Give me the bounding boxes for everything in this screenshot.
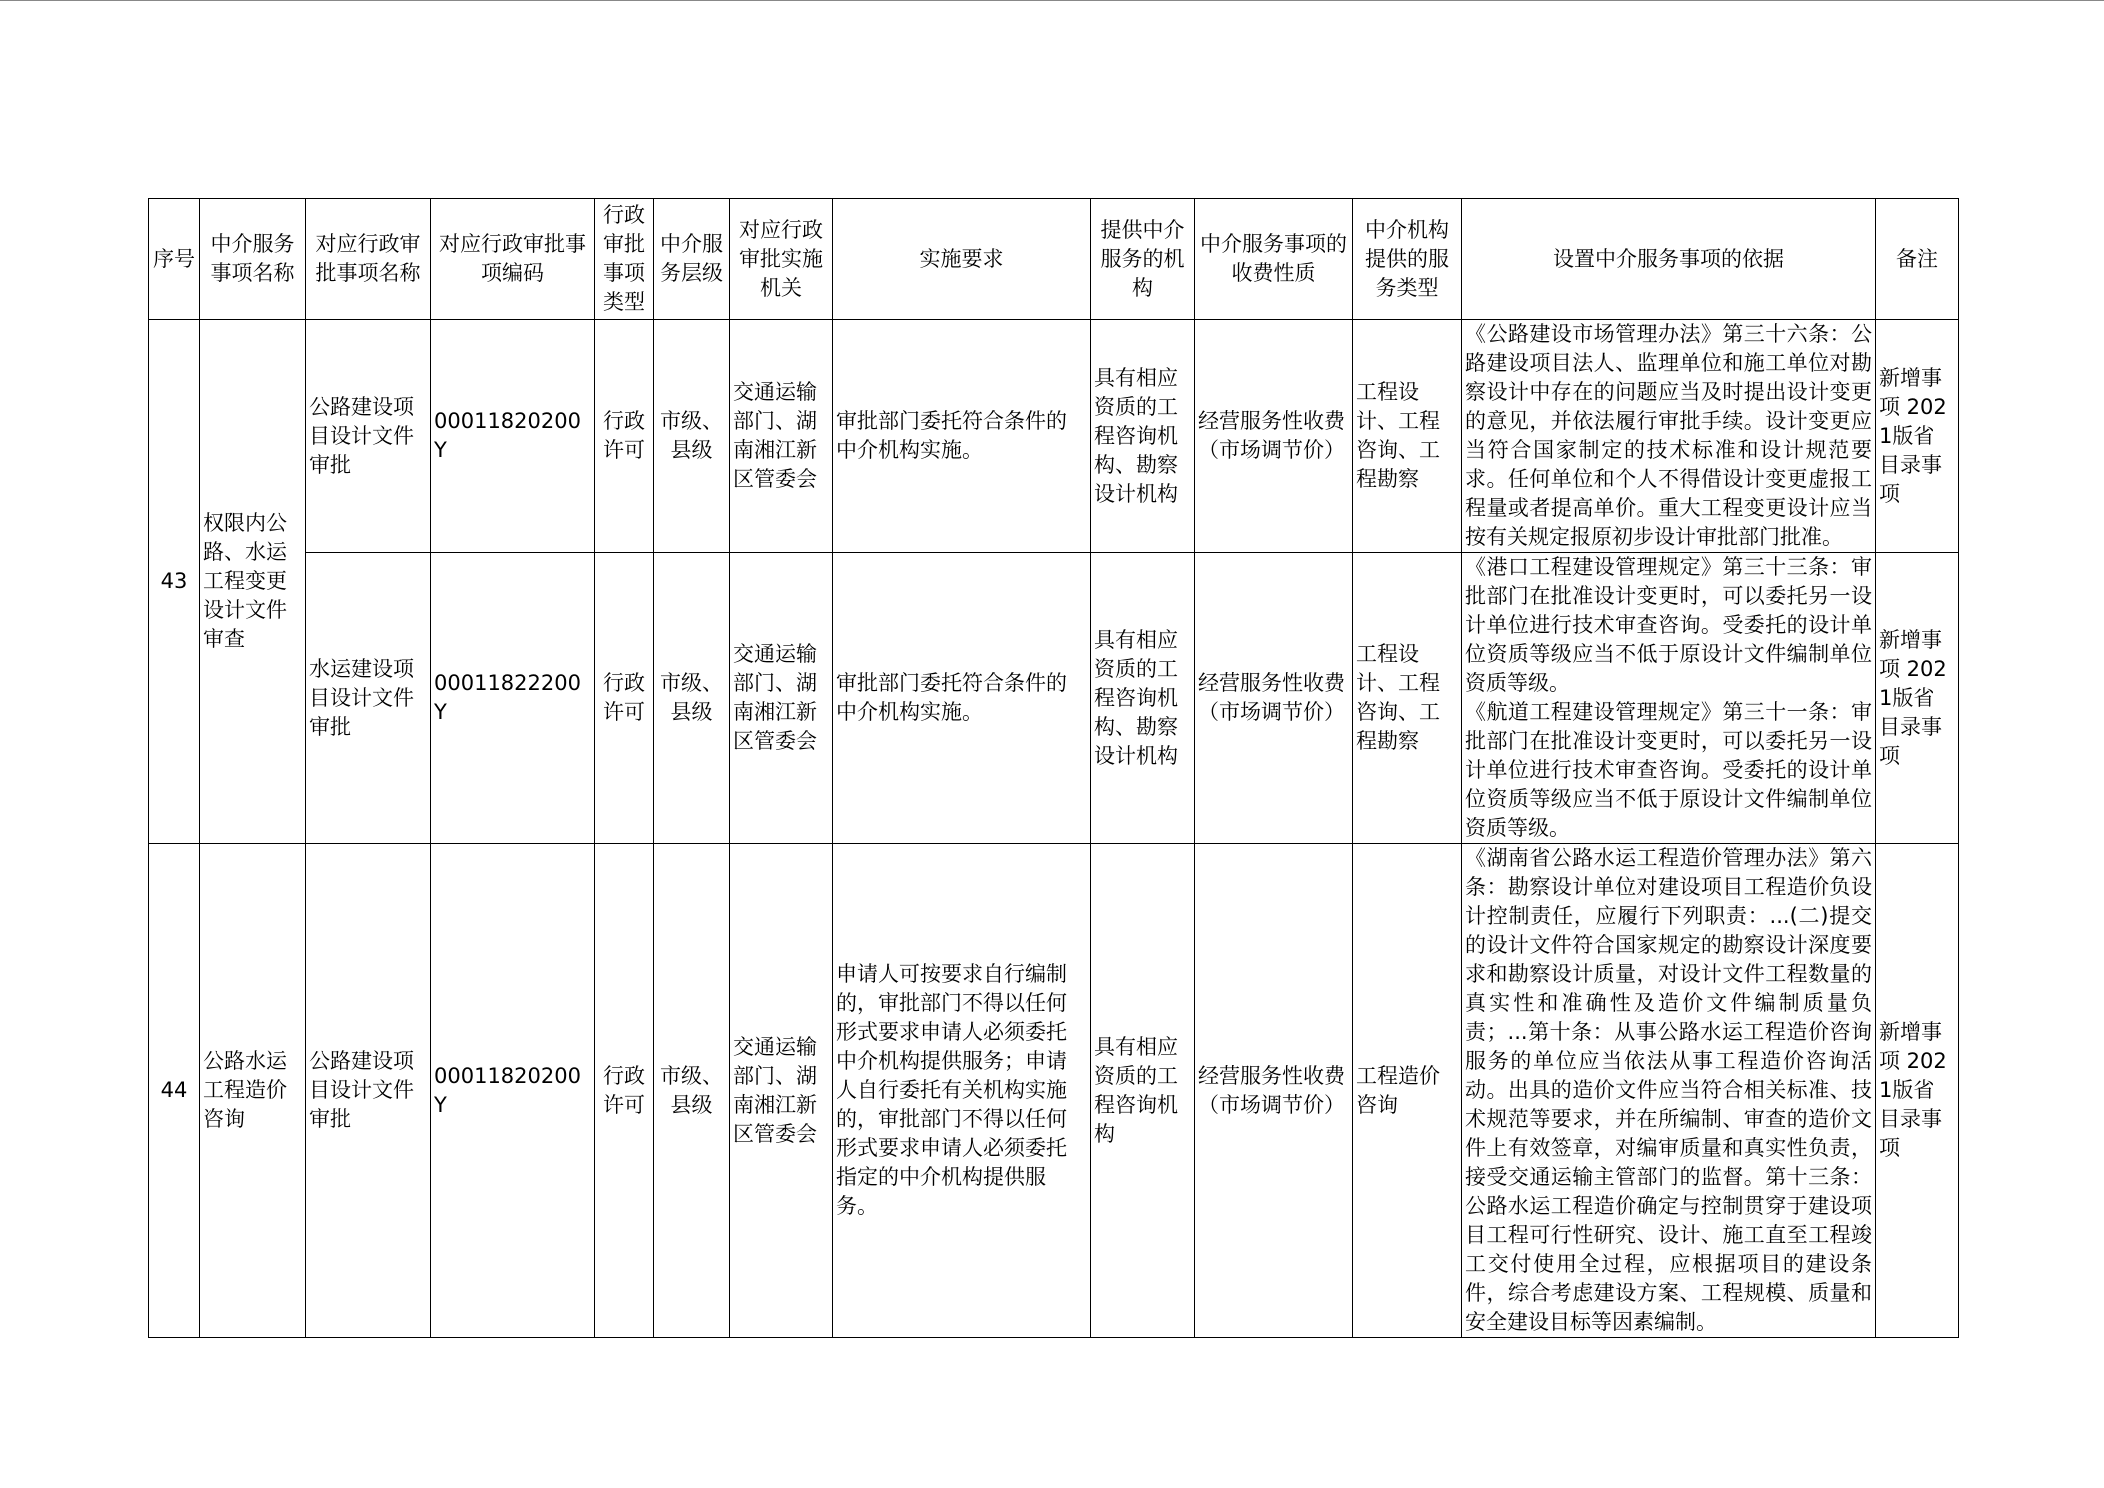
basis-paragraph: 《港口工程建设管理规定》第三十三条：审批部门在批准设计变更时，可以委托另一设计单位进行技术审查咨询。受委托的设计单位资质等级应当不低于原设计文件编制单位资质等级。	[1465, 555, 1872, 695]
cell-requirement: 审批部门委托符合条件的中介机构实施。	[833, 320, 1091, 553]
page-top-rule	[0, 0, 2104, 1]
cell-service-name: 权限内公路、水运工程变更设计文件审查	[200, 320, 306, 844]
cell-service-type: 工程设计、工程咨询、工程勘察	[1353, 553, 1462, 844]
cell-approval-name: 公路建设项目设计文件审批	[306, 844, 431, 1338]
header-provider: 提供中介服务的机构	[1091, 199, 1195, 320]
cell-provider: 具有相应资质的工程咨询机构、勘察设计机构	[1091, 553, 1195, 844]
table-row	[149, 844, 1959, 1338]
cell-agency: 交通运输部门、湖南湘江新区管委会	[730, 320, 833, 553]
header-service-type: 中介机构提供的服务类型	[1353, 199, 1462, 320]
cell-basis: 《湖南省公路水运工程造价管理办法》第六条：勘察设计单位对建设项目工程造价负设计控制责任，应履行下列职责：...(二)提交的设计文件符合国家规定的勘察设计深度要求和勘察设计质量，对设计文件工程数量的真实性和准确性及造价文件编制质量负责；...第十条：从事公路水运工程造价咨询服务的单位应当依法从事工程造价咨询活动。出具的造价文件应当符合相关标准、技术规范等要求，并在所编制、审查的造价文件上有效签章，对编审质量和真实性负责，接受交通运输主管部门的监督。第十三条：公路水运工程造价确定与控制贯穿于建设项目工程可行性研究、设计、施工直至工程竣工交付使用全过程，应根据项目的建设条件，综合考虑建设方案、工程规模、质量和安全建设目标等因素编制。	[1462, 844, 1876, 1338]
header-fee-nature: 中介服务事项的收费性质	[1195, 199, 1353, 320]
cell-remark: 新增事项 2021版省目录事项	[1876, 553, 1959, 844]
cell-seq: 44	[149, 844, 200, 1338]
cell-fee-nature: 经营服务性收费（市场调节价）	[1195, 553, 1353, 844]
header-approval-code: 对应行政审批事项编码	[431, 199, 595, 320]
header-requirement: 实施要求	[833, 199, 1091, 320]
cell-service-level: 市级、县级	[654, 844, 730, 1338]
cell-remark: 新增事项 2021版省目录事项	[1876, 844, 1959, 1338]
header-service-name: 中介服务事项名称	[200, 199, 306, 320]
header-row	[149, 199, 1959, 320]
cell-fee-nature: 经营服务性收费（市场调节价）	[1195, 844, 1353, 1338]
table-row	[149, 320, 1959, 553]
cell-requirement: 申请人可按要求自行编制的，审批部门不得以任何形式要求申请人必须委托中介机构提供服务；申请人自行委托有关机构实施的，审批部门不得以任何形式要求申请人必须委托指定的中介机构提供服务。	[833, 844, 1091, 1338]
cell-remark: 新增事项 2021版省目录事项	[1876, 320, 1959, 553]
cell-service-level: 市级、县级	[654, 320, 730, 553]
intermediary-services-table	[148, 198, 1959, 1338]
cell-service-level: 市级、县级	[654, 553, 730, 844]
header-seq: 序号	[149, 199, 200, 320]
cell-approval-name: 公路建设项目设计文件审批	[306, 320, 431, 553]
cell-provider: 具有相应资质的工程咨询机构	[1091, 844, 1195, 1338]
cell-approval-code: 00011822200Y	[431, 553, 595, 844]
cell-agency: 交通运输部门、湖南湘江新区管委会	[730, 553, 833, 844]
cell-approval-type: 行政许可	[595, 844, 654, 1338]
cell-approval-type: 行政许可	[595, 320, 654, 553]
basis-paragraph: 《航道工程建设管理规定》第三十一条：审批部门在批准设计变更时，可以委托另一设计单位进行技术审查咨询。受委托的设计单位资质等级应当不低于原设计文件编制单位资质等级。	[1465, 700, 1872, 840]
cell-fee-nature: 经营服务性收费（市场调节价）	[1195, 320, 1353, 553]
cell-approval-name: 水运建设项目设计文件审批	[306, 553, 431, 844]
cell-seq: 43	[149, 320, 200, 844]
header-basis: 设置中介服务事项的依据	[1462, 199, 1876, 320]
cell-approval-code: 00011820200Y	[431, 844, 595, 1338]
cell-service-type: 工程造价咨询	[1353, 844, 1462, 1338]
header-approval-name: 对应行政审批事项名称	[306, 199, 431, 320]
cell-approval-code: 00011820200Y	[431, 320, 595, 553]
cell-approval-type: 行政许可	[595, 553, 654, 844]
cell-service-type: 工程设计、工程咨询、工程勘察	[1353, 320, 1462, 553]
header-service-level: 中介服务层级	[654, 199, 730, 320]
cell-provider: 具有相应资质的工程咨询机构、勘察设计机构	[1091, 320, 1195, 553]
header-remark: 备注	[1876, 199, 1959, 320]
cell-basis: 《公路建设市场管理办法》第三十六条：公路建设项目法人、监理单位和施工单位对勘察设计中存在的问题应当及时提出设计变更的意见，并依法履行审批手续。设计变更应当符合国家制定的技术标准和设计规范要求。任何单位和个人不得借设计变更虚报工程量或者提高单价。重大工程变更设计应当按有关规定报原初步设计审批部门批准。	[1462, 320, 1876, 553]
cell-requirement: 审批部门委托符合条件的中介机构实施。	[833, 553, 1091, 844]
header-approval-type: 行政审批事项类型	[595, 199, 654, 320]
table-row	[149, 553, 1959, 844]
cell-service-name: 公路水运工程造价咨询	[200, 844, 306, 1338]
cell-agency: 交通运输部门、湖南湘江新区管委会	[730, 844, 833, 1338]
cell-basis	[1462, 553, 1876, 844]
header-agency: 对应行政审批实施机关	[730, 199, 833, 320]
